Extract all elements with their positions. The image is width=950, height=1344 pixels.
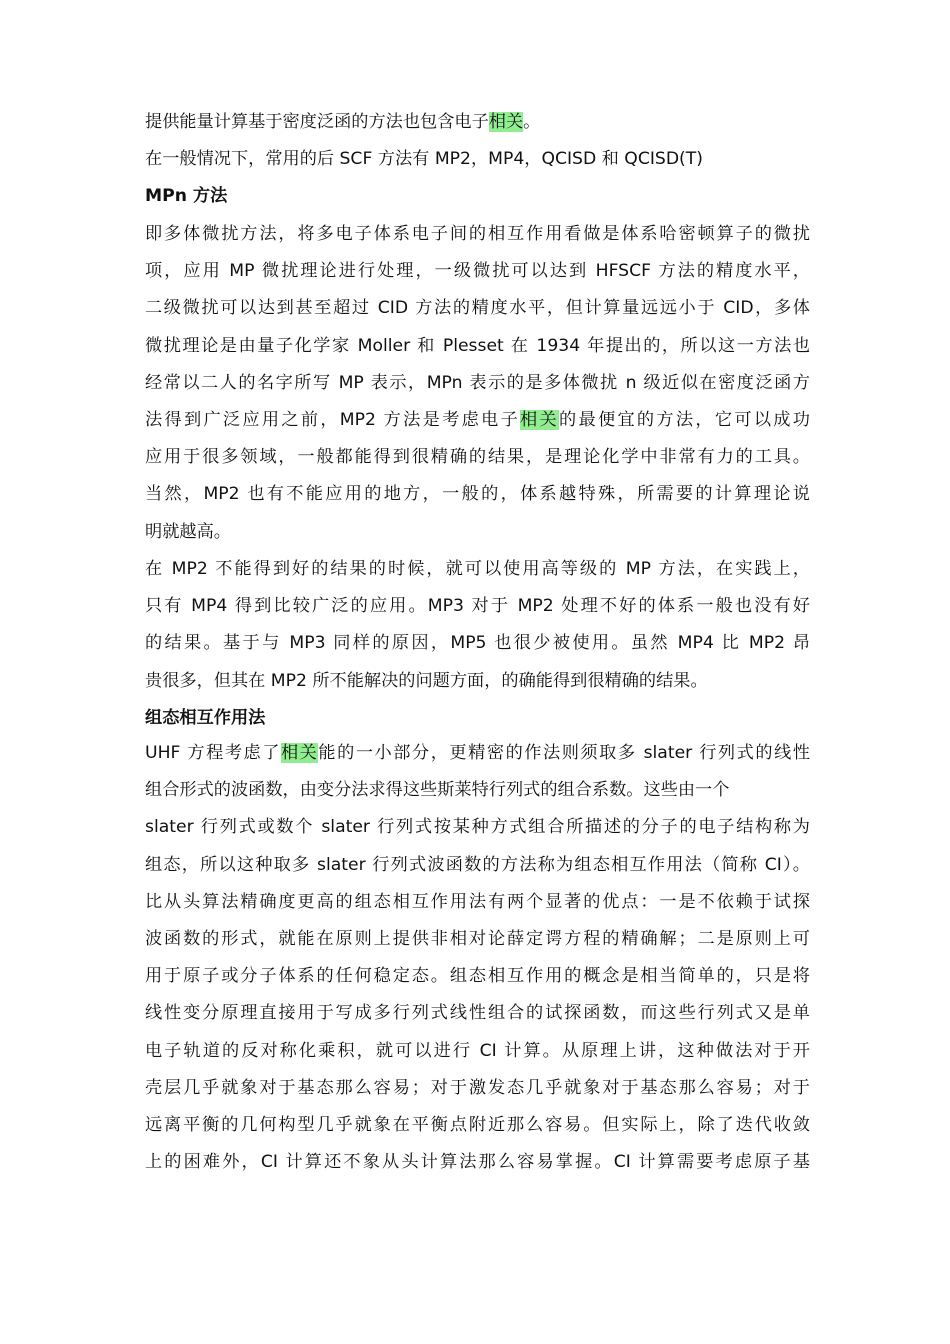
text-block-ci-body (145, 735, 810, 1181)
text-span: 当然，MP2 也有不能应用的地方，一般的，体系越特殊，所需要的计算理论说 (145, 484, 810, 505)
text-span: 法得到广泛应用之前，MP2 方法是考虑电子 (145, 409, 521, 430)
text-block-mpn-body (145, 216, 810, 551)
text-span: UHF 方程考虑了 (145, 743, 281, 763)
text-span: 组态，所以这种取多 slater 行列式波函数的方法称为组态相互作用法（简称 CI）。 (145, 854, 810, 875)
text-line (145, 104, 810, 141)
section-heading (145, 178, 810, 215)
text-span: 即多体微扰方法，将多电子体系电子间的相互作用看做是体系哈密顿算子的微扰 (145, 224, 810, 244)
text-span: 壳层几乎就象对于基态那么容易；对于激发态几乎就象对于基态那么容易；对于 (145, 1077, 810, 1098)
text-line (145, 439, 810, 476)
text-span: slater 行列式或数个 slater 行列式按某种方式组合所描述的分子的电子结构称为 (145, 817, 810, 838)
text-line (145, 809, 810, 846)
text-line (145, 216, 810, 253)
text-span: 上的困难外，CI 计算还不象从头计算法那么容易掌握。CI 计算需要考虑原子基 (145, 1152, 810, 1173)
text-line (145, 476, 810, 513)
text-line (145, 625, 810, 662)
text-line (145, 141, 810, 178)
highlighted-term: 相关 (280, 743, 319, 763)
highlighted-term: 相关 (520, 409, 560, 430)
text-span: 远离平衡的几何构型几乎就象在平衡点附近那么容易。但实际上，除了迭代收敛 (145, 1114, 810, 1135)
text-span: 的最便宜的方法，它可以成功 (559, 409, 810, 430)
text-span: 电子轨道的反对称化乘积，就可以进行 CI 计算。从原理上讲，这种做法对于开 (145, 1040, 810, 1061)
text-line (145, 551, 810, 588)
text-block-mpn-body-2 (145, 551, 810, 737)
text-span: 微扰理论是由量子化学家 Moller 和 Plesset 在 1934 年提出的，所以这一方法也 (145, 335, 810, 356)
text-span: 明就越高。 (145, 521, 231, 542)
text-line (145, 958, 810, 995)
text-span: 在一般情况下，常用的后 SCF 方法有 MP2，MP4，QCISD 和 QCISD(T) (145, 149, 703, 170)
text-span: 用于原子或分子体系的任何稳定态。组态相互作用的概念是相当简单的，只是将 (145, 966, 810, 987)
text-span: 在 MP2 不能得到好的结果的时候，就可以使用高等级的 MP 方法，在实践上， (145, 559, 810, 579)
text-line (145, 588, 810, 625)
text-line (145, 921, 810, 958)
text-span: 经常以二人的名字所写 MP 表示，MPn 表示的是多体微扰 n 级近似在密度泛函方 (145, 372, 810, 393)
text-span: 的结果。基于与 MP3 同样的原因，MP5 也很少被使用。虽然 MP4 比 MP2 昂 (145, 633, 810, 654)
text-line (145, 253, 810, 290)
text-line (145, 514, 810, 551)
text-span: 能的一小部分，更精密的作法则须取多 slater 行列式的线性 (318, 743, 810, 763)
text-span: MPn 方法 (145, 186, 228, 207)
text-line (145, 847, 810, 884)
text-span: 应用于很多领域，一般都能得到很精确的结果，是理论化学中非常有力的工具。 (145, 447, 810, 468)
text-line (145, 663, 810, 700)
text-span: 只有 MP4 得到比较广泛的应用。MP3 对于 MP2 处理不好的体系一般也没有好 (145, 596, 810, 617)
text-span: 项，应用 MP 微扰理论进行处理，一级微扰可以达到 HFSCF 方法的精度水平， (145, 261, 810, 282)
text-span: 组合形式的波函数，由变分法求得这些斯莱特行列式的组合系数。这些由一个 (145, 780, 730, 801)
text-line (145, 1144, 810, 1181)
section-heading (145, 700, 810, 737)
text-span: 二级微扰可以达到甚至超过 CID 方法的精度水平，但计算量远远小于 CID，多体 (145, 298, 810, 319)
text-line (145, 735, 810, 772)
text-line (145, 328, 810, 365)
text-line (145, 1070, 810, 1107)
text-span: 线性变分原理直接用于写成多行列式线性组合的试探函数，而这些行列式又是单 (145, 1003, 810, 1024)
text-line (145, 772, 810, 809)
text-span: 。 (523, 112, 541, 132)
text-span: 贵很多，但其在 MP2 所不能解决的问题方面，的确能得到很精确的结果。 (145, 670, 708, 691)
highlighted-term: 相关 (488, 112, 524, 132)
text-line (145, 365, 810, 402)
text-line (145, 290, 810, 327)
text-line (145, 1107, 810, 1144)
text-span: 组态相互作用法 (145, 707, 266, 728)
text-span: 波函数的形式，就能在原则上提供非相对论薛定谔方程的精确解；二是原则上可 (145, 928, 810, 949)
text-span: 提供能量计算基于密度泛函的方法也包含电子 (145, 112, 489, 132)
text-line (145, 884, 810, 921)
text-span: 比从头算法精确度更高的组态相互作用法有两个显著的优点：一是不依赖于试探 (145, 891, 810, 912)
text-block-intro (145, 104, 810, 216)
text-line (145, 1033, 810, 1070)
text-line (145, 995, 810, 1032)
text-line (145, 402, 810, 439)
